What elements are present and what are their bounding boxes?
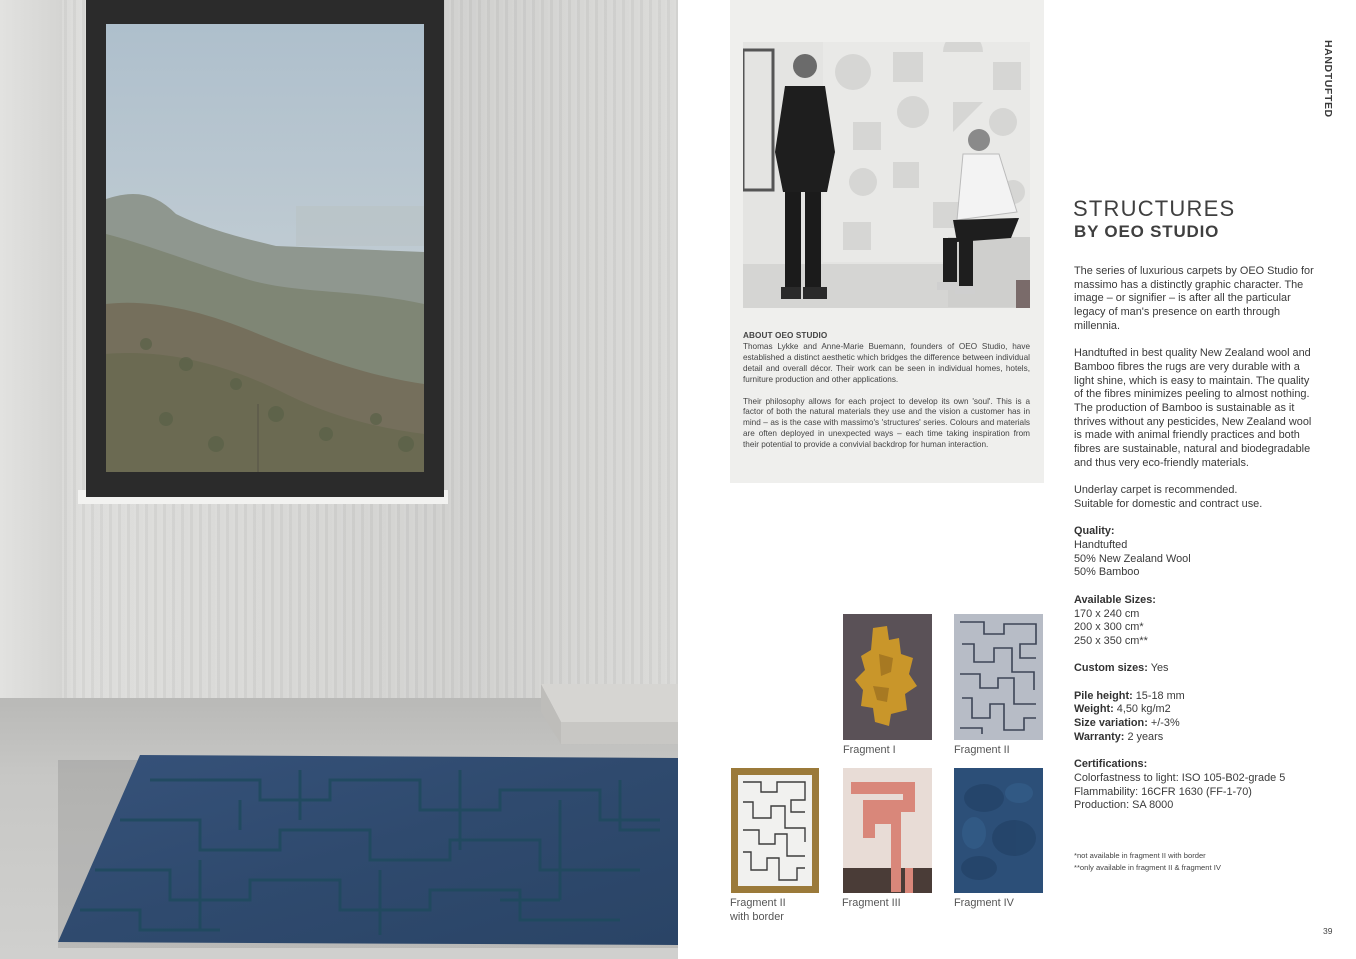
fragment-iv-rug bbox=[954, 768, 1043, 893]
description-paragraph-1: The series of luxurious carpets by OEO Studio for massimo has a distinctly graphic character. The image – or signifier – is after all the particular legacy of man's presence on earth through millennia. bbox=[1074, 265, 1314, 332]
description-paragraph-2: Handtufted in best quality New Zealand wool and Bamboo fibres the rugs are very durable with a light shine, which is easy to maintain. The quality of the fibres minimizes peeling to almost nothing. The production of Bamboo is sustainable as it thrives without any pesticides, New Zealand wool is made with animal friendly practices and both fibres are sustainable, natural and biodegradable and thus very eco-friendly materials. bbox=[1074, 347, 1312, 469]
quality-line: 50% New Zealand Wool bbox=[1074, 552, 1191, 565]
variation-value: +/-3% bbox=[1150, 717, 1180, 730]
caption-fragment-ii: Fragment II bbox=[954, 744, 1010, 756]
designers-photo bbox=[743, 42, 1030, 308]
fragment-ii-rug bbox=[954, 614, 1043, 740]
footnote: *not available in fragment II with border bbox=[1074, 851, 1206, 860]
weight-value: 4,50 kg/m2 bbox=[1116, 703, 1171, 716]
section-tab-label: HANDTUFTED bbox=[1322, 40, 1334, 118]
size-line: 200 x 300 cm* bbox=[1074, 621, 1144, 634]
warranty-label: Warranty: bbox=[1074, 730, 1125, 743]
quality-label: Quality: bbox=[1074, 525, 1115, 538]
swatch-fragment-i bbox=[843, 614, 932, 740]
caption-fragment-i: Fragment I bbox=[843, 744, 896, 756]
quality-spec bbox=[1074, 525, 1314, 580]
quality-line: 50% Bamboo bbox=[1074, 566, 1140, 579]
caption-line: with border bbox=[730, 910, 784, 923]
fragment-ii-border-rug bbox=[731, 768, 819, 893]
about-paragraph-1: Thomas Lykke and Anne-Marie Buemann, founders of OEO Studio, have established a distinct aesthetic which bridges the difference between individual detail and overall décor. Their work can be seen in individual homes, hotels, furniture production and other applications. bbox=[743, 341, 1030, 384]
swatch-fragment-iii bbox=[843, 768, 932, 893]
certifications-label: Certifications: bbox=[1074, 758, 1148, 771]
swatch-fragment-iv bbox=[954, 768, 1043, 893]
sizes-label: Available Sizes: bbox=[1074, 593, 1156, 606]
custom-sizes-value: Yes bbox=[1150, 662, 1169, 675]
quality-line: Handtufted bbox=[1074, 539, 1128, 552]
swatch-fragment-ii-border bbox=[731, 768, 819, 893]
custom-sizes-spec bbox=[1074, 662, 1314, 676]
fragment-i-rug bbox=[843, 614, 932, 740]
caption-fragment-iii: Fragment III bbox=[842, 897, 901, 909]
size-line: 170 x 240 cm bbox=[1074, 607, 1140, 620]
about-oeo-studio bbox=[743, 331, 1030, 462]
footnote: **only available in fragment II & fragment IV bbox=[1074, 862, 1221, 872]
swatch-fragment-ii bbox=[954, 614, 1043, 740]
footnotes bbox=[1074, 850, 1221, 873]
designers-portrait bbox=[743, 42, 1030, 308]
physical-spec bbox=[1074, 690, 1314, 745]
underlay-note: Underlay carpet is recommended. bbox=[1074, 484, 1238, 497]
usage-note: Suitable for domestic and contract use. bbox=[1074, 497, 1263, 510]
fragment-iii-rug bbox=[843, 768, 932, 893]
description bbox=[1074, 265, 1314, 827]
specifications bbox=[1074, 525, 1314, 813]
about-heading: ABOUT OEO STUDIO bbox=[743, 331, 828, 340]
section-tab bbox=[1318, 40, 1338, 120]
description-paragraph-3 bbox=[1074, 484, 1314, 511]
weight-label: Weight: bbox=[1074, 703, 1114, 716]
about-paragraph-2: Their philosophy allows for each project to develop its own 'soul'. This is a factor of both the natural materials they use and the vision a customer has in mind – as is the case with massimo's 'structures' series. Colours and materials are often deployed in unexpected ways – each time taking inspiration from their potential to provide a convivial backdrop for human interaction. bbox=[743, 396, 1030, 450]
warranty-value: 2 years bbox=[1127, 730, 1164, 743]
caption-fragment-ii-border bbox=[730, 897, 786, 924]
size-line: 250 x 350 cm** bbox=[1074, 634, 1148, 647]
certifications-spec bbox=[1074, 758, 1314, 813]
custom-sizes-label: Custom sizes: bbox=[1074, 662, 1148, 675]
caption-fragment-iv: Fragment IV bbox=[954, 897, 1014, 909]
variation-label: Size variation: bbox=[1074, 717, 1148, 730]
page-number: 39 bbox=[1323, 926, 1333, 936]
caption-line: Fragment II bbox=[730, 897, 786, 909]
page-title: STRUCTURES bbox=[1073, 196, 1236, 221]
certification-line: Production: SA 8000 bbox=[1074, 799, 1174, 812]
sizes-spec bbox=[1074, 594, 1314, 649]
pile-value: 15-18 mm bbox=[1135, 689, 1185, 702]
certification-line: Flammability: 16CFR 1630 (FF-1-70) bbox=[1074, 785, 1252, 798]
pile-label: Pile height: bbox=[1074, 689, 1133, 702]
page-subtitle: BY OEO STUDIO bbox=[1074, 222, 1220, 241]
certification-line: Colorfastness to light: ISO 105-B02-grade 5 bbox=[1074, 771, 1286, 784]
